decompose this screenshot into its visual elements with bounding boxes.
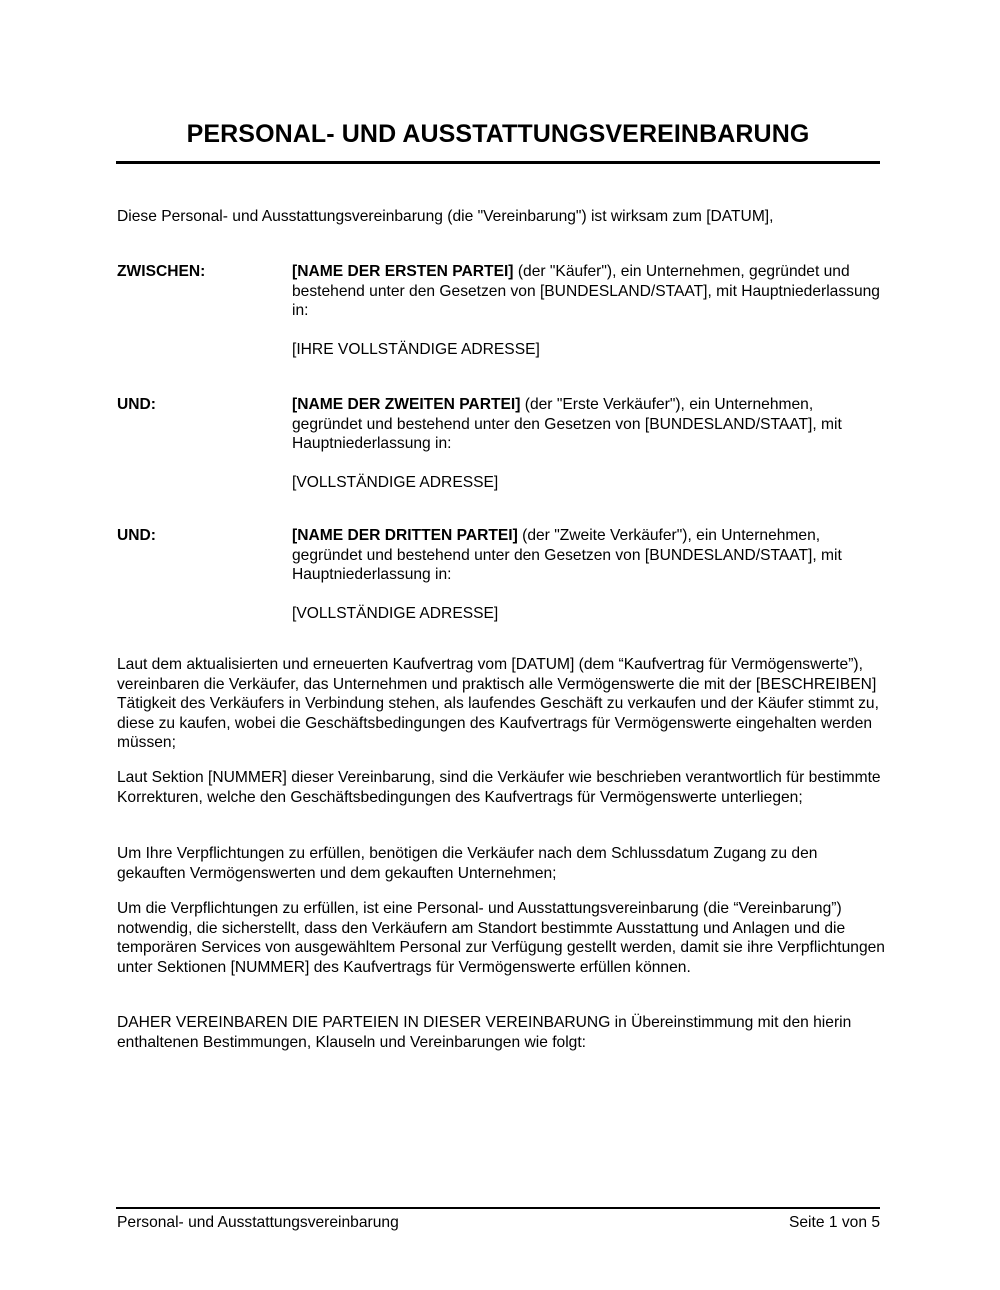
party-label-third: UND: [117,527,156,544]
party-description-third: (der "Zweite Verkäufer"), ein Unternehmen, gegründet und bestehend unter den Gesetzen von [BUNDESLAND/STAAT], mit Hauptniederlassung in: [292,527,842,583]
party-address-first: [IHRE VOLLSTÄNDIGE ADRESSE] [292,340,540,358]
party-name-second: [NAME DER ZWEITEN PARTEI] [292,396,521,413]
footer-divider [116,1207,880,1209]
footer-page-number: Seite 1 von 5 [788,1214,880,1231]
party-name-third: [NAME DER DRITTEN PARTEI] [292,527,518,544]
party-block-first [292,262,887,359]
recital-paragraph-3: Um Ihre Verpflichtungen zu erfüllen, benötigen die Verkäufer nach dem Schlussdatum Zugang zu den gekauften Vermögenswerten und dem gekauften Unternehmen; [117,845,818,882]
party-name-first: [NAME DER ERSTEN PARTEI] [292,263,514,280]
recital-paragraph-4: Um die Verpflichtungen zu erfüllen, ist eine Personal- und Ausstattungsvereinbarung (die “Vereinbarung”) notwendig, die sicherstellt, dass den Verkäufern am Standort bestimmte Ausstattung und Anlagen und die temporären Services von ausgewähltem Personal zur Verfügung gestellt werden, damit sie ihre Verpflichtungen unter Sektionen [NUMMER] des Kaufvertrags für Vermögenswerte erfüllen können. [117,900,885,976]
agreement-clause-intro: DAHER VEREINBAREN DIE PARTEIEN IN DIESER VEREINBARUNG in Übereinstimmung mit den hierin enthaltenen Bestimmungen, Klauseln und Vereinbarungen wie folgt: [117,1014,852,1051]
intro-paragraph: Diese Personal- und Ausstattungsvereinbarung (die "Vereinbarung") ist wirksam zum [DATUM], [117,208,774,225]
recital-paragraph-2: Laut Sektion [NUMMER] dieser Vereinbarung, sind die Verkäufer wie beschrieben verantwortlich für bestimmte Korrekturen, welche den Geschäftsbedingungen des Kaufvertrags für Vermögenswerte unterliegen; [117,769,881,806]
party-block-third [292,526,887,623]
title-divider [116,161,880,164]
document-title: PERSONAL- UND AUSSTATTUNGSVEREINBARUNG [186,120,810,148]
party-description-second: (der "Erste Verkäufer"), ein Unternehmen, gegründet und bestehend unter den Gesetzen von [BUNDESLAND/STAAT], mit Hauptniederlassung in: [292,396,842,452]
footer-document-name: Personal- und Ausstattungsvereinbarung [117,1214,399,1231]
party-address-second: [VOLLSTÄNDIGE ADRESSE] [292,473,499,491]
party-address-third: [VOLLSTÄNDIGE ADRESSE] [292,604,499,622]
party-block-second [292,395,887,492]
party-description-first: (der "Käufer"), ein Unternehmen, gegründet und bestehend unter den Gesetzen von [BUNDESLAND/STAAT], mit Hauptniederlassung in: [292,263,880,319]
recital-paragraph-1: Laut dem aktualisierten und erneuerten Kaufvertrag vom [DATUM] (dem “Kaufvertrag für Vermögenswerte”), vereinbaren die Verkäufer, das Unternehmen und praktisch alle Vermögenswerte die mit der [BESCHREIBEN] Tätigkeit des Verkäufers in Verbindung stehen, als laufendes Geschäft zu verkaufen und der Käufer stimmt zu, diese zu kaufen, wobei die Geschäftsbedingungen des Kaufvertrags für Vermögenswerte eingehalten werden müssen; [117,656,879,751]
party-label-first: ZWISCHEN: [117,263,206,280]
party-label-second: UND: [117,396,156,413]
